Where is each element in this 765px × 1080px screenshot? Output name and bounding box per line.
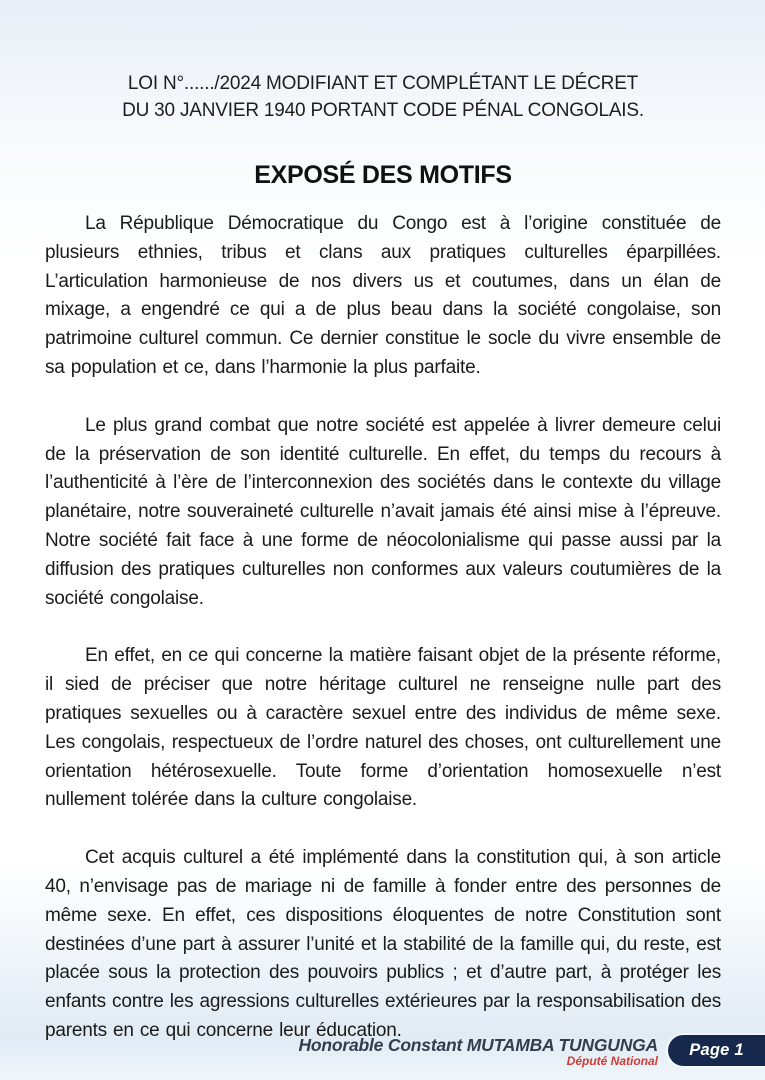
page-number-badge [668, 1035, 765, 1066]
document-title-line1: LOI N°....../2024 MODIFIANT ET COMPLÉTANT LE DÉCRET [127, 73, 639, 94]
document-title-line2: DU 30 JANVIER 1940 PORTANT CODE PÉNAL CONGOLAIS. [122, 100, 644, 121]
document-title [45, 70, 721, 124]
paragraph: Le plus grand combat que notre société est appelée à livrer demeure celui de la préservation de son identité culturelle. En effet, du temps du recours à l’authenticité à l’ère de l’interconnexion des sociétés dans le contexte du village planétaire, notre souveraineté culturelle n’avait jamais été ainsi mise à l’épreuve. Notre société fait face à une forme de néocolonialisme qui passe aussi par la diffusion des pratiques culturelles non conformes aux valeurs coutumières de la société congolaise. [45, 414, 721, 609]
footer-author-title: Député National [566, 1054, 658, 1068]
paragraph: Cet acquis culturel a été implémenté dans la constitution qui, à son article 40, n’envisage pas de mariage ni de famille à fonder entre des personnes de même sexe. En effet, ces dispositions éloquentes de notre Constitution sont destinées d’une part à assurer l’unité et la stabilité de la famille qui, du reste, est placée sous la protection des pouvoirs publics ; et d’autre part, à protéger les enfants contre les agressions culturelles extérieures par la responsabilisation des parents en ce qui concerne leur éducation. [45, 847, 721, 1041]
section-heading: EXPOSÉ DES MOTIFS [254, 161, 512, 189]
document-body [45, 210, 721, 1046]
paragraph: En effet, en ce qui concerne la matière faisant objet de la présente réforme, il sied de préciser que notre héritage culturel ne renseigne nulle part des pratiques sexuelles ou à caractère sexuel entre des individus de même sexe. Les congolais, respectueux de l’ordre naturel des choses, ont culturellement une orientation hétérosexuelle. Toute forme d’orientation homosexuelle n’est nullement tolérée dans la culture congolaise. [45, 645, 721, 811]
page-number-label: Page 1 [689, 1041, 744, 1059]
paragraph: La République Démocratique du Congo est à l’origine constituée de plusieurs ethnies, tribus et clans aux pratiques culturelles éparpillées. L’articulation harmonieuse de nos divers us et coutumes, dans un élan de mixage, a engendré ce qui a de plus beau dans la société congolaise, son patrimoine culturel commun. Ce dernier constitue le socle du vivre ensemble de sa population et ce, dans l’harmonie la plus parfaite. [45, 213, 721, 378]
footer-author-name: Honorable Constant MUTAMBA TUNGUNGA [298, 1035, 658, 1055]
footer-credit [298, 1035, 658, 1068]
